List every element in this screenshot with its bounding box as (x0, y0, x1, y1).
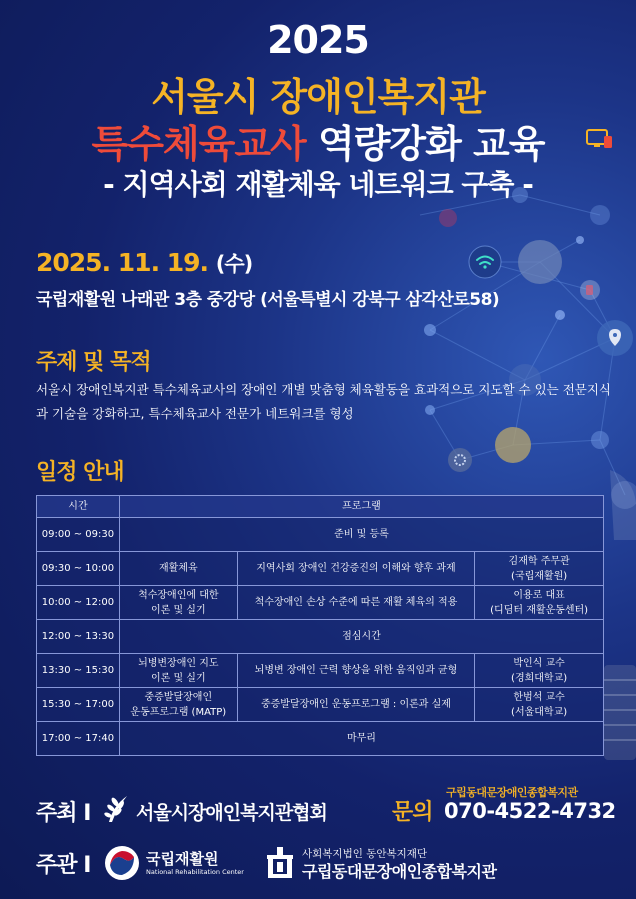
column-header-time: 시간 (37, 496, 120, 518)
speaker-name: 박인식 교수 (513, 657, 565, 669)
category-line-1: 척수장애인에 대한 (138, 589, 219, 601)
schedule-topic: 뇌병변 장애인 근력 향상을 위한 움직임과 균형 (237, 654, 475, 688)
monitor-icon (586, 128, 614, 150)
category-line-2: 운동프로그램 (MATP) (130, 706, 227, 718)
event-weekday: (수) (215, 252, 253, 276)
schedule-speaker (475, 654, 604, 688)
speaker-name: 이용로 대표 (513, 589, 565, 601)
schedule-speaker (475, 688, 604, 722)
event-year: 2025 (267, 18, 369, 62)
laurel-icon (103, 792, 133, 824)
title-highlight: 특수체육교사 (91, 122, 306, 166)
speaker-name: 한범석 교수 (513, 691, 565, 703)
subtitle: - 지역사회 재활체육 네트워크 구축 - (103, 168, 533, 201)
event-date-value: 2025. 11. 19. (36, 248, 209, 277)
speaker-affiliation: (국립재활원) (511, 570, 568, 582)
organizer-label (36, 848, 90, 879)
schedule-merged-item: 점심시간 (119, 620, 603, 654)
separator: I (83, 801, 91, 826)
table-row (37, 654, 604, 688)
schedule-time: 13:30 ~ 15:30 (37, 654, 120, 688)
schedule-time: 09:30 ~ 10:00 (37, 552, 120, 586)
host-label (36, 796, 90, 827)
table-row (37, 722, 604, 756)
inquiry-label: 문의 (392, 800, 433, 825)
organizer-label-text: 주관 (36, 853, 77, 878)
inquiry-organization: 구립동대문장애인종합복지관 (446, 786, 578, 799)
table-row (37, 620, 604, 654)
schedule-topic: 지역사회 장애인 건강증진의 이해와 향후 과제 (237, 552, 475, 586)
speaker-affiliation: (서울대학교) (511, 706, 568, 718)
schedule-category (119, 654, 237, 688)
inquiry-phone: 070-4522-4732 (444, 799, 616, 823)
schedule-speaker (475, 586, 604, 620)
main-title (0, 113, 636, 168)
foundation-logo-icon (265, 846, 295, 880)
schedule-time: 09:00 ~ 09:30 (37, 518, 120, 552)
table-row (37, 552, 604, 586)
separator: I (83, 853, 91, 878)
purpose-heading: 주제 및 목적 (36, 350, 151, 375)
event-date (36, 248, 252, 278)
schedule-merged-item: 마무리 (119, 722, 603, 756)
speaker-affiliation: (디딤터 재활운동센터) (490, 604, 589, 616)
schedule-category (119, 586, 237, 620)
welfare-center-name: 구립동대문장애인종합복지관 (302, 862, 497, 881)
schedule-topic: 척수장애인 손상 수준에 따른 재활 체육의 적용 (237, 586, 475, 620)
schedule-category (119, 688, 237, 722)
schedule-merged-item: 준비 및 등록 (119, 518, 603, 552)
schedule-table (36, 495, 604, 756)
table-row (37, 586, 604, 620)
schedule-category: 재활체육 (119, 552, 237, 586)
schedule-header-row (37, 496, 604, 518)
nrc-english-name: National Rehabilitation Center (146, 868, 244, 876)
host-label-text: 주최 (36, 801, 77, 826)
table-row (37, 518, 604, 552)
category-line-1: 중증발달장애인 (144, 691, 213, 703)
nrc-name: 국립재활원 (146, 850, 219, 868)
foundation-name: 사회복지법인 동안복지재단 (302, 848, 428, 860)
schedule-heading: 일정 안내 (36, 460, 124, 485)
schedule-speaker (475, 552, 604, 586)
table-row (37, 688, 604, 722)
title-rest: 역량강화 교육 (318, 122, 545, 166)
organization-title: 서울시 장애인복지관 (151, 75, 485, 119)
schedule-topic: 중증발달장애인 운동프로그램 : 이론과 실제 (237, 688, 475, 722)
host-name: 서울시장애인복지관협회 (136, 802, 327, 824)
national-emblem-icon (104, 845, 140, 881)
category-line-2: 이론 및 실기 (150, 604, 206, 616)
schedule-time: 15:30 ~ 17:00 (37, 688, 120, 722)
purpose-text: 서울시 장애인복지관 특수체육교사의 장애인 개별 맞춤형 체육활동을 효과적으로 지도할 수 있는 전문지식과 기술을 강화하고, 특수체육교사 전문가 네트워크를 형성 (36, 382, 612, 421)
column-header-program: 프로그램 (119, 496, 603, 518)
speaker-name: 김재학 주무관 (508, 555, 570, 567)
schedule-time: 17:00 ~ 17:40 (37, 722, 120, 756)
schedule-time: 10:00 ~ 12:00 (37, 586, 120, 620)
schedule-time: 12:00 ~ 13:30 (37, 620, 120, 654)
speaker-affiliation: (경희대학교) (511, 672, 568, 684)
event-venue: 국립재활원 나래관 3층 중강당 (서울특별시 강북구 삼각산로58) (36, 290, 500, 310)
category-line-1: 뇌병변장애인 지도 (138, 657, 219, 669)
category-line-2: 이론 및 실기 (150, 672, 206, 684)
